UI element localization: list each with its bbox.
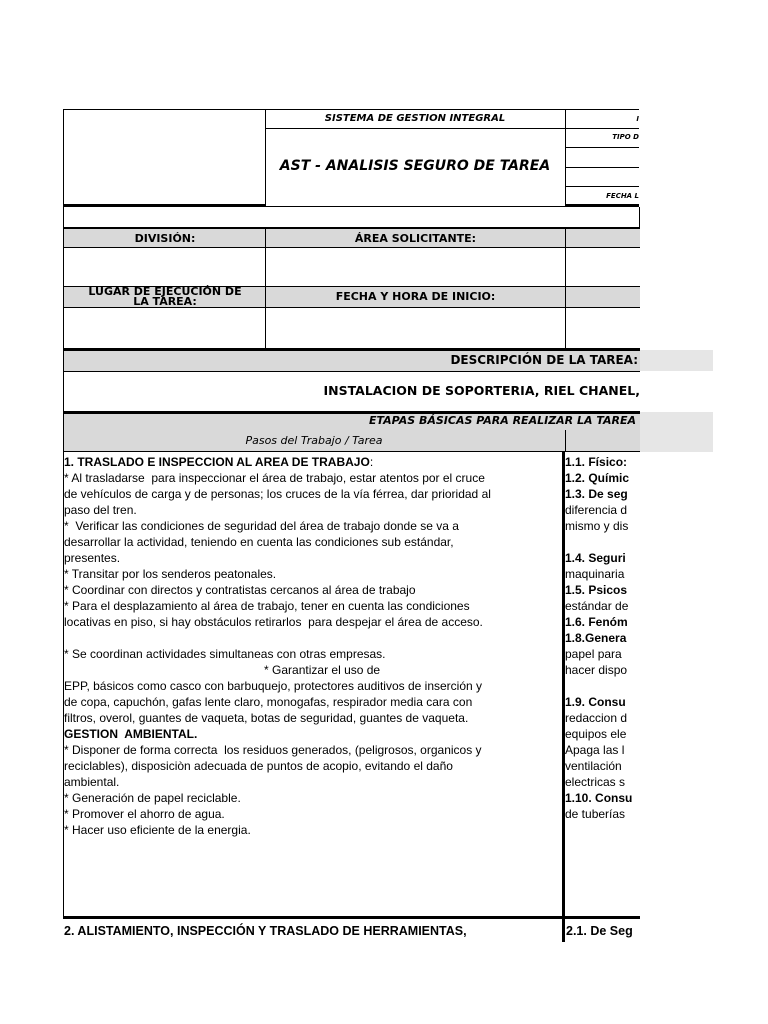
step2-title: 2. ALISTAMIENTO, INSPECCIÓN Y TRASLADO DE HERRAMIENTAS, — [64, 924, 467, 938]
fecha-hora-label: FECHA Y HORA DE INICIO: — [265, 286, 565, 308]
risk-line: 1.5. Psicos — [565, 583, 628, 597]
risk-line: Apaga las l — [565, 743, 625, 757]
risk-line: 1.9. Consu — [565, 695, 626, 709]
risk-line: estándar de — [565, 599, 629, 613]
step1-title-colon: : — [369, 455, 374, 469]
riesgos-header — [565, 430, 640, 452]
etapas-header-ext — [640, 412, 713, 452]
area-label: ÁREA SOLICITANTE: — [265, 228, 565, 248]
risk-line: papel para — [565, 647, 622, 661]
risk-line: maquinaria — [565, 567, 625, 581]
risk-line: 1.10. Consu — [565, 791, 633, 805]
lugar-value[interactable] — [63, 308, 266, 349]
extra-value[interactable] — [565, 248, 640, 286]
extra-label-cell-2 — [565, 286, 640, 308]
risk-line: 1.1. Físico: — [565, 455, 628, 469]
risk-line: electricas s — [565, 775, 626, 789]
lugar-label: LUGAR DE EJECUCIÓN DE LA TAREA: — [63, 286, 266, 308]
area-value[interactable] — [265, 248, 565, 286]
step2-top-border — [63, 916, 640, 919]
right-header-top: I — [565, 109, 639, 129]
risk-line: hacer dispo — [565, 663, 628, 677]
right-header-row4 — [565, 167, 639, 187]
step1-content — [64, 454, 560, 838]
system-title: SISTEMA DE GESTION INTEGRAL — [265, 109, 565, 129]
risk-line: diferencia d — [565, 503, 628, 517]
descripcion-label: DESCRIPCIÓN DE LA TAREA: — [450, 353, 638, 367]
risk-line: de tuberías — [565, 807, 626, 821]
gestion-title: GESTION AMBIENTAL. — [64, 727, 198, 741]
risk-line: equipos ele — [565, 727, 627, 741]
document-title: AST - ANALISIS SEGURO DE TAREA — [279, 158, 551, 174]
fecha-cell: FECHA L — [565, 186, 639, 207]
descripcion-header-ext — [640, 350, 713, 371]
step1-title: 1. TRASLADO E INSPECCION AL AREA DE TRABAJO — [64, 455, 370, 469]
division-value[interactable] — [63, 248, 266, 286]
step2-risk: 2.1. De Seg — [566, 924, 633, 938]
risk-line: 1.8.Genera — [565, 631, 627, 645]
etapas-label: ETAPAS BÁSICAS PARA REALIZAR LA TAREA — [368, 414, 636, 427]
fecha-hora-value[interactable] — [265, 308, 565, 349]
risk-line: 1.4. Seguri — [565, 551, 626, 565]
risk-line — [565, 678, 640, 694]
tipo-cell: TIPO D — [565, 128, 639, 148]
risk-line: redaccion d — [565, 711, 628, 725]
risk-line: 1.2. Químic — [565, 471, 630, 485]
risk-line: 1.3. De seg — [565, 487, 628, 501]
risk-column — [565, 454, 640, 834]
risk-line: mismo y dis — [565, 519, 629, 533]
risk-line — [565, 534, 640, 550]
risk-line: ventilación — [565, 759, 622, 773]
pasos-label: Pasos del Trabajo / Tarea — [245, 434, 383, 447]
extra-value-2[interactable] — [565, 308, 640, 349]
right-header-row3 — [565, 147, 639, 168]
division-label: DIVISIÓN: — [63, 228, 266, 248]
risk-line: 1.6. Fenóm — [565, 615, 628, 629]
step1-body: * Al trasladarse para inspeccionar el área de trabajo, estar atentos por el cruce de vehículos de carga y de personas; los cruces de la vía férrea, dar prioridad al paso del tren. * Verificar las condiciones de seguridad del área de trabajo donde se va a desarrollar la actividad, teniendo en cuenta las condiciones sub estándar, presentes. * Transitar por los senderos peatonales. * Coordinar con directos y contratistas cercanos al área de trabajo * Para el desplazamiento al área de trabajo, tener en cuenta las condiciones locativas en piso, si hay obstáculos retirarlos para despejar el área de acceso. * Se coordinan actividades simultaneas con otras empresas. * Garantizar el uso de EPP, básicos como casco con barbuquejo, protectores auditivos de inserción y de copa, capuchón, gafas lente claro, monogafas, respirador media cara con filtros, overol, guantes de vaqueta, botas de seguridad, guantes de vaqueta. — [64, 471, 491, 725]
extra-label-cell — [565, 228, 640, 248]
logo-cell — [63, 109, 266, 207]
descripcion-value: INSTALACION DE SOPORTERIA, RIEL CHANEL, — [323, 383, 640, 398]
spacer-row — [63, 207, 640, 228]
gestion-body: * Disponer de forma correcta los residuos generados, (peligrosos, organicos y reciclables), disposiciòn adecuada de puntos de acopio, evitando el daño ambiental. * Generación de papel reciclable. * Promover el ahorro de agua. * Hacer uso eficiente de la energia. — [64, 743, 482, 837]
risk-list — [565, 454, 640, 822]
